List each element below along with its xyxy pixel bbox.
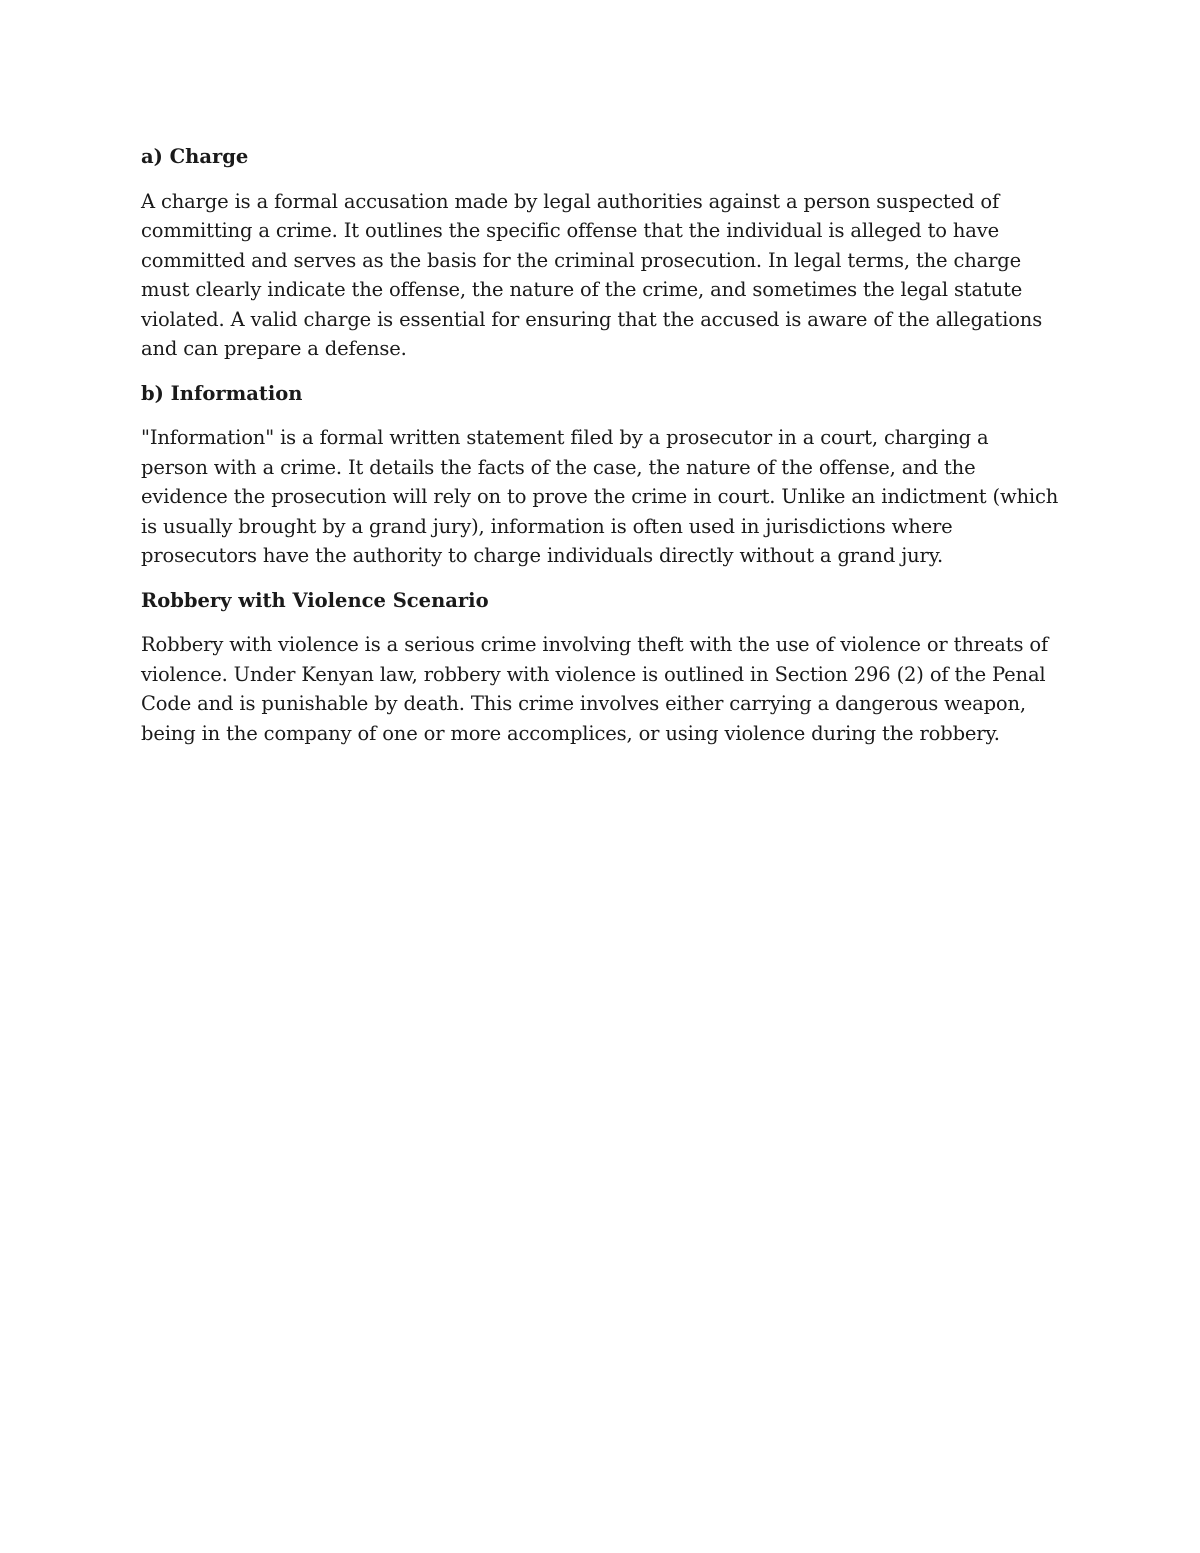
section-body-robbery-scenario: Robbery with violence is a serious crime involving theft with the use of violence or threats of violence. Under Kenyan law, robbery with violence is outlined in Section 296 (2) of the Penal Code and is punishable by death. This crime involves either carrying a dangerous weapon, being in the company of one or more accomplices, or using violence during the robbery. — [141, 633, 1049, 745]
document-content — [141, 142, 1061, 763]
section-body-information: "Information" is a formal written statement filed by a prosecutor in a court, charging a person with a crime. It details the facts of the case, the nature of the offense, and the evidence the prosecution will rely on to prove the crime in court. Unlike an indictment (which is usually brought by a grand jury), information is often used in jurisdictions where prosecutors have the authority to charge individuals directly without a grand jury. — [141, 426, 1059, 567]
section-body-charge: A charge is a formal accusation made by legal authorities against a person suspected of committing a crime. It outlines the specific offense that the individual is alleged to have committed and serves as the basis for the criminal prosecution. In legal terms, the charge must clearly indicate the offense, the nature of the crime, and sometimes the legal statute violated. A valid charge is essential for ensuring that the accused is aware of the allegations and can prepare a defense. — [141, 189, 1043, 360]
section-heading-charge: a) Charge — [141, 145, 249, 168]
section-heading-information: b) Information — [141, 381, 303, 405]
section-heading-robbery-scenario: Robbery with Violence Scenario — [141, 588, 489, 612]
